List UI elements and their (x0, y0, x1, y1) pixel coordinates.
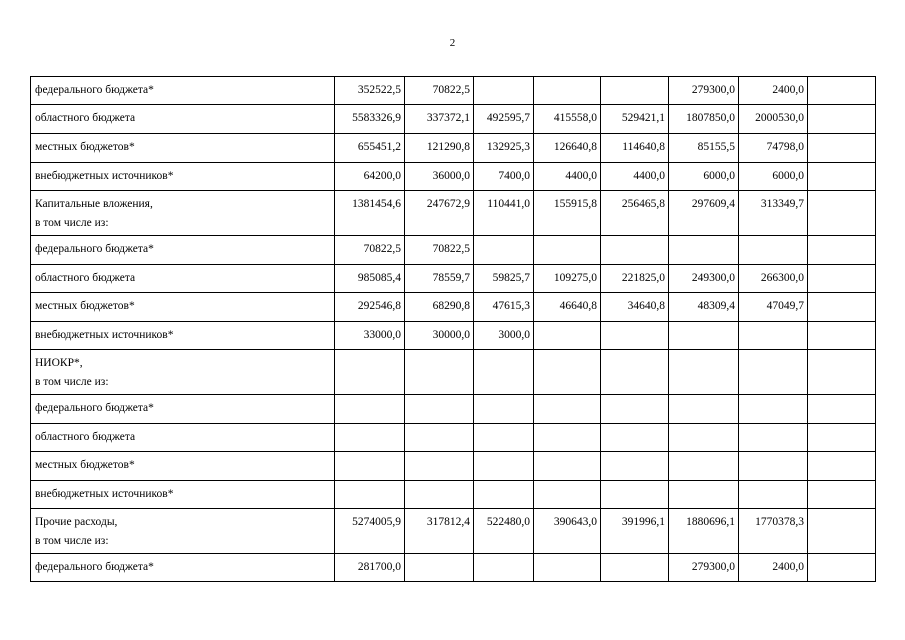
value-cell (739, 236, 808, 265)
value-cell: 1807850,0 (669, 105, 739, 134)
value-cell: 70822,5 (405, 77, 474, 105)
value-cell: 1880696,1 (669, 509, 739, 554)
row-label-text: федерального бюджета* (35, 402, 154, 414)
value-cell: 1770378,3 (739, 509, 808, 554)
value-cell: 4400,0 (601, 163, 669, 191)
value-cell (534, 481, 601, 509)
value-cell: 6000,0 (739, 163, 808, 191)
row-label-text: НИОКР*, (35, 357, 83, 369)
value-cell (335, 452, 405, 481)
value-cell: 529421,1 (601, 105, 669, 134)
value-cell (808, 350, 876, 395)
row-label-text: федерального бюджета* (35, 243, 154, 255)
row-label (31, 322, 335, 350)
value-cell (474, 77, 534, 105)
value-cell: 3000,0 (474, 322, 534, 350)
table-row (31, 105, 876, 134)
value-cell (335, 481, 405, 509)
value-cell (808, 236, 876, 265)
value-cell (808, 452, 876, 481)
value-cell: 337372,1 (405, 105, 474, 134)
page-number: 2 (449, 37, 456, 49)
table-row (31, 236, 876, 265)
value-cell: 46640,8 (534, 293, 601, 322)
row-label (31, 554, 335, 582)
row-label (31, 395, 335, 424)
value-cell: 7400,0 (474, 163, 534, 191)
value-cell (474, 554, 534, 582)
value-cell: 47049,7 (739, 293, 808, 322)
value-cell: 70822,5 (335, 236, 405, 265)
value-cell (669, 236, 739, 265)
value-cell (601, 481, 669, 509)
value-cell: 5274005,9 (335, 509, 405, 554)
value-cell (808, 265, 876, 293)
row-label-subtext: в том числе из: (35, 217, 109, 229)
value-cell (601, 350, 669, 395)
row-label-text: внебюджетных источников* (35, 488, 174, 500)
value-cell: 30000,0 (405, 322, 474, 350)
value-cell (474, 350, 534, 395)
table-row (31, 293, 876, 322)
row-label (31, 509, 335, 554)
value-cell: 655451,2 (335, 134, 405, 163)
row-label-subtext: в том числе из: (35, 535, 109, 547)
row-label (31, 105, 335, 134)
row-label-text: внебюджетных источников* (35, 329, 174, 341)
row-label (31, 481, 335, 509)
value-cell: 1381454,6 (335, 191, 405, 236)
row-label (31, 424, 335, 452)
value-cell (808, 293, 876, 322)
value-cell (601, 395, 669, 424)
value-cell (405, 395, 474, 424)
value-cell: 279300,0 (669, 554, 739, 582)
value-cell: 2400,0 (739, 77, 808, 105)
value-cell: 155915,8 (534, 191, 601, 236)
value-cell (739, 481, 808, 509)
value-cell: 5583326,9 (335, 105, 405, 134)
row-label (31, 293, 335, 322)
value-cell (601, 424, 669, 452)
value-cell: 74798,0 (739, 134, 808, 163)
row-label (31, 265, 335, 293)
value-cell (669, 322, 739, 350)
table-row (31, 265, 876, 293)
value-cell: 59825,7 (474, 265, 534, 293)
row-label (31, 452, 335, 481)
table-row (31, 481, 876, 509)
table-row (31, 554, 876, 582)
row-label (31, 350, 335, 395)
value-cell (335, 424, 405, 452)
value-cell: 247672,9 (405, 191, 474, 236)
value-cell (601, 554, 669, 582)
value-cell (808, 163, 876, 191)
value-cell: 352522,5 (335, 77, 405, 105)
value-cell: 317812,4 (405, 509, 474, 554)
value-cell (534, 452, 601, 481)
value-cell: 33000,0 (335, 322, 405, 350)
row-label-text: областного бюджета (35, 112, 136, 124)
value-cell (534, 554, 601, 582)
value-cell (669, 481, 739, 509)
value-cell (739, 350, 808, 395)
value-cell (808, 322, 876, 350)
table-row (31, 350, 876, 395)
value-cell: 48309,4 (669, 293, 739, 322)
value-cell: 114640,8 (601, 134, 669, 163)
value-cell (405, 350, 474, 395)
value-cell: 281700,0 (335, 554, 405, 582)
row-label-text: местных бюджетов* (35, 459, 135, 471)
value-cell (669, 452, 739, 481)
row-label (31, 134, 335, 163)
value-cell (808, 134, 876, 163)
value-cell (601, 452, 669, 481)
value-cell (405, 452, 474, 481)
row-label (31, 77, 335, 105)
row-label-text: местных бюджетов* (35, 300, 135, 312)
value-cell: 297609,4 (669, 191, 739, 236)
value-cell (808, 424, 876, 452)
value-cell: 256465,8 (601, 191, 669, 236)
value-cell: 390643,0 (534, 509, 601, 554)
row-label (31, 163, 335, 191)
value-cell (335, 350, 405, 395)
value-cell: 985085,4 (335, 265, 405, 293)
value-cell (405, 424, 474, 452)
value-cell: 126640,8 (534, 134, 601, 163)
value-cell (534, 395, 601, 424)
value-cell: 78559,7 (405, 265, 474, 293)
table-row (31, 322, 876, 350)
value-cell: 221825,0 (601, 265, 669, 293)
value-cell (739, 424, 808, 452)
value-cell: 85155,5 (669, 134, 739, 163)
value-cell (739, 452, 808, 481)
value-cell (808, 77, 876, 105)
table-row (31, 191, 876, 236)
row-label-text: местных бюджетов* (35, 141, 135, 153)
value-cell: 132925,3 (474, 134, 534, 163)
table-row (31, 509, 876, 554)
value-cell (474, 395, 534, 424)
value-cell: 266300,0 (739, 265, 808, 293)
value-cell (669, 395, 739, 424)
row-label-text: Капитальные вложения, (35, 198, 153, 210)
row-label (31, 236, 335, 265)
value-cell (739, 395, 808, 424)
value-cell (669, 350, 739, 395)
table-row (31, 77, 876, 105)
value-cell: 2400,0 (739, 554, 808, 582)
row-label-subtext: в том числе из: (35, 376, 109, 388)
value-cell: 64200,0 (335, 163, 405, 191)
value-cell: 279300,0 (669, 77, 739, 105)
value-cell (808, 509, 876, 554)
value-cell: 4400,0 (534, 163, 601, 191)
value-cell (601, 77, 669, 105)
value-cell (534, 322, 601, 350)
value-cell (601, 236, 669, 265)
value-cell (405, 481, 474, 509)
budget-table (30, 76, 876, 582)
table-row (31, 395, 876, 424)
table-row (31, 424, 876, 452)
value-cell (335, 395, 405, 424)
value-cell (534, 424, 601, 452)
value-cell: 68290,8 (405, 293, 474, 322)
value-cell: 249300,0 (669, 265, 739, 293)
value-cell (474, 452, 534, 481)
value-cell (474, 481, 534, 509)
value-cell: 36000,0 (405, 163, 474, 191)
value-cell (808, 105, 876, 134)
row-label (31, 191, 335, 236)
value-cell: 492595,7 (474, 105, 534, 134)
value-cell (601, 322, 669, 350)
value-cell (534, 350, 601, 395)
value-cell (474, 236, 534, 265)
value-cell (808, 554, 876, 582)
value-cell (405, 554, 474, 582)
table-row (31, 163, 876, 191)
value-cell: 70822,5 (405, 236, 474, 265)
value-cell: 110441,0 (474, 191, 534, 236)
row-label-text: Прочие расходы, (35, 516, 118, 528)
value-cell: 109275,0 (534, 265, 601, 293)
value-cell: 391996,1 (601, 509, 669, 554)
row-label-text: федерального бюджета* (35, 561, 154, 573)
value-cell: 121290,8 (405, 134, 474, 163)
value-cell: 313349,7 (739, 191, 808, 236)
row-label-text: внебюджетных источников* (35, 170, 174, 182)
value-cell: 6000,0 (669, 163, 739, 191)
value-cell: 292546,8 (335, 293, 405, 322)
value-cell (739, 322, 808, 350)
row-label-text: областного бюджета (35, 272, 136, 284)
table-row (31, 452, 876, 481)
value-cell (534, 77, 601, 105)
row-label-text: областного бюджета (35, 431, 136, 443)
value-cell (474, 424, 534, 452)
value-cell: 34640,8 (601, 293, 669, 322)
value-cell (669, 424, 739, 452)
value-cell (808, 481, 876, 509)
value-cell (534, 236, 601, 265)
value-cell: 522480,0 (474, 509, 534, 554)
value-cell (808, 191, 876, 236)
value-cell: 47615,3 (474, 293, 534, 322)
table-row (31, 134, 876, 163)
row-label-text: федерального бюджета* (35, 84, 154, 96)
value-cell: 415558,0 (534, 105, 601, 134)
value-cell: 2000530,0 (739, 105, 808, 134)
value-cell (808, 395, 876, 424)
